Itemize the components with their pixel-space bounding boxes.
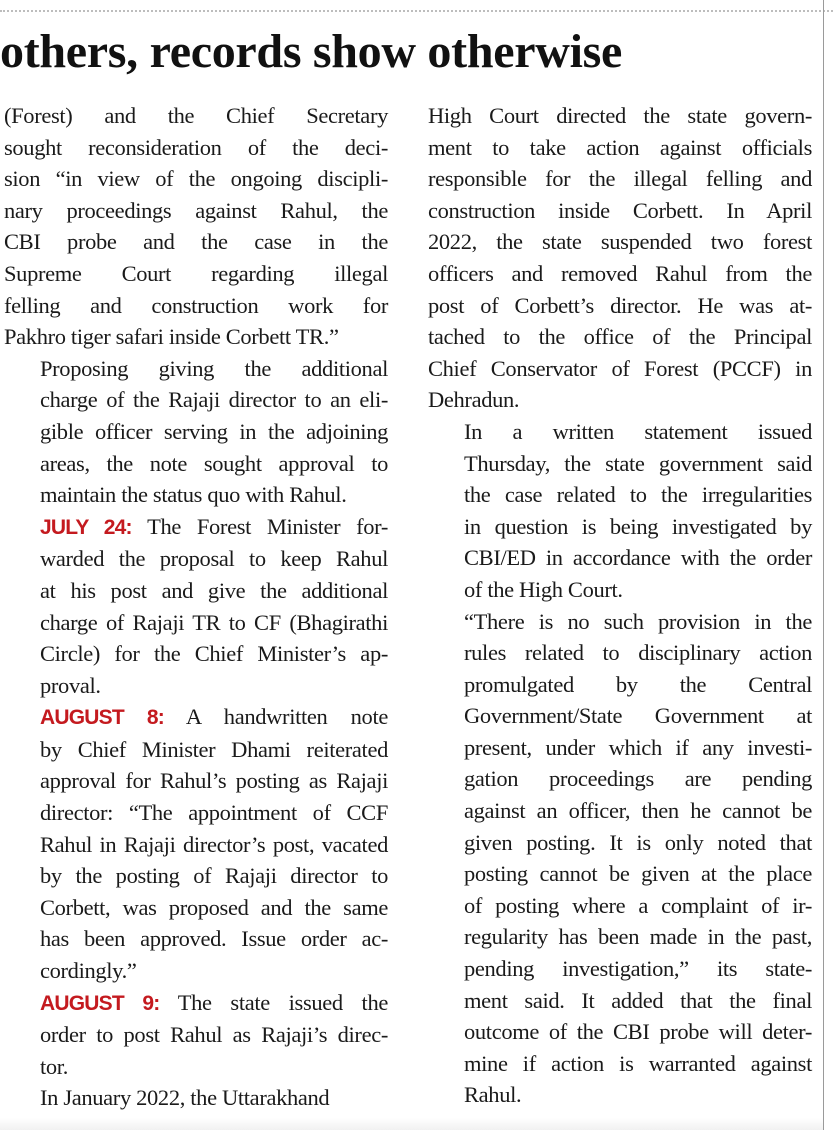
line-text: (Forest) and the Chief Secretary [4,103,388,128]
article-column-right [428,100,812,1111]
line-text: Supreme Court regarding illegal [4,260,388,286]
article-paragraph [4,1082,388,1114]
date-label: JULY 24: [40,515,132,539]
text-line [4,290,388,322]
text-line [4,607,388,639]
text-line [4,416,388,448]
article-paragraph [428,100,812,416]
article-paragraph [4,987,388,1083]
text-line [428,669,812,701]
date-label: AUGUST 8: [40,706,164,730]
line-text: in question is being investigated by [464,513,812,539]
text-line [4,511,388,544]
text-line [4,765,388,797]
line-text: the case related to the irregularities [464,482,812,508]
text-line [4,987,388,1020]
text-line [4,384,388,416]
line-text: Circle) for the Chief Minister’s ap- [40,641,388,667]
text-line [4,226,388,258]
article-paragraph [4,701,388,986]
text-line [4,797,388,829]
text-line [428,921,812,953]
line-text: The state issued the [159,989,388,1015]
text-line [428,290,812,322]
line-text: Proposing giving the additional [40,355,388,381]
headline: others, records show otherwise [0,25,623,78]
line-text: warded the proposal to keep Rahul [40,546,388,572]
text-line [4,100,388,132]
line-text: by the posting of Rajaji director to [40,863,388,889]
line-text: A handwritten note [163,704,388,730]
text-line [4,353,388,385]
line-text: The Forest Minister for- [131,513,388,539]
text-line [4,1019,388,1051]
text-line [428,827,812,859]
line-text: approval for Rahul’s posting as Rajaji [40,768,388,794]
line-text: posting cannot be given at the place [464,861,812,887]
article-paragraph [4,100,388,353]
line-text: sion “in view of the ongoing discipli- [4,166,388,192]
text-line [428,700,812,732]
text-line [428,163,812,195]
article-paragraph [4,353,388,511]
line-text: “There is no such provision in the [464,608,812,634]
line-text: 2022, the state suspended two forest [428,229,812,255]
line-text: cordingly.” [40,958,137,984]
text-line [428,321,812,353]
text-line [4,1082,388,1114]
line-text: Chief Conservator of Forest (PCCF) in [428,355,812,381]
line-text: Corbett, was proposed and the same [40,894,388,920]
line-text: of posting where a complaint of ir- [464,892,812,918]
text-line [428,416,812,448]
text-line [4,321,388,353]
line-text: areas, the note sought approval to [40,450,388,476]
text-line [428,258,812,290]
text-line [4,195,388,227]
text-line [4,1051,388,1083]
line-text: CBI/ED in accordance with the order [464,545,812,571]
text-line [4,132,388,164]
line-text: proval. [40,672,101,698]
line-text: construction inside Corbett. In April [428,197,812,223]
article-paragraph [4,511,388,702]
text-line [428,890,812,922]
text-line [4,923,388,955]
line-text: regularity has been made in the past, [464,924,812,950]
line-text: Government/State Government at [464,703,812,729]
text-line [4,258,388,290]
line-text: High Court directed the state govern- [428,103,812,128]
line-text: Dehradun. [428,387,520,413]
line-text: ment to take action against officials [428,134,812,160]
line-text: of the High Court. [464,576,623,602]
line-text: tor. [40,1053,68,1079]
line-text: order to post Rahul as Rajaji’s direc- [40,1022,388,1048]
line-text: In January 2022, the Uttarakhand [40,1085,330,1111]
line-text: nary proceedings against Rahul, the [4,197,388,223]
text-line [428,100,812,132]
text-line [4,575,388,607]
top-divider [0,0,833,12]
text-line [4,479,388,511]
line-text: responsible for the illegal felling and [428,166,812,192]
line-text: has been approved. Issue order ac- [40,926,388,952]
line-text: against an officer, then he cannot be [464,798,812,824]
line-text: Thursday, the state government said [464,450,812,476]
line-text: pending investigation,” its state- [464,956,812,982]
text-line [428,542,812,574]
text-line [4,829,388,861]
article-paragraph [428,606,812,1112]
text-line [4,701,388,734]
text-line [428,637,812,669]
text-line [428,479,812,511]
date-label: AUGUST 9: [40,991,160,1015]
line-text: outcome of the CBI probe will deter- [464,1019,812,1045]
line-text: charge of Rajaji TR to CF (Bhagirathi [40,609,388,635]
line-text: promulgated by the Central [464,671,812,697]
text-line [428,384,812,416]
text-line [428,1048,812,1080]
text-line [428,763,812,795]
text-line [4,955,388,987]
line-text: maintain the status quo with Rahul. [40,482,347,508]
text-line [4,670,388,702]
line-text: officers and removed Rahul from the [428,260,812,286]
line-text: director: “The appointment of CCF [40,800,388,826]
line-text: ment said. It added that the final [464,987,812,1013]
text-line [428,226,812,258]
line-text: gible officer serving in the adjoining [40,418,388,444]
text-line [4,892,388,924]
text-line [428,732,812,764]
text-line [428,574,812,606]
text-line [428,448,812,480]
line-text: CBI probe and the case in the [4,229,388,255]
text-line [428,1079,812,1111]
line-text: In a written statement issued [464,418,812,444]
text-line [428,795,812,827]
line-text: mine if action is warranted against [464,1050,812,1076]
column-rule [823,0,824,1130]
line-text: tached to the office of the Principal [428,324,812,350]
text-line [428,953,812,985]
line-text: by Chief Minister Dhami reiterated [40,736,388,762]
line-text: felling and construction work for [4,292,388,318]
text-line [4,734,388,766]
line-text: Rahul in Rajaji director’s post, vacated [40,831,388,857]
line-text: Rahul. [464,1082,522,1108]
text-line [4,860,388,892]
article-paragraph [428,416,812,606]
text-line [4,638,388,670]
text-line [428,511,812,543]
text-line [4,448,388,480]
text-line [428,985,812,1017]
line-text: given posting. It is only noted that [464,829,812,855]
text-line [428,353,812,385]
line-text: charge of the Rajaji director to an eli- [40,387,388,413]
line-text: present, under which if any investi- [464,734,812,760]
text-line [428,858,812,890]
line-text: rules related to disciplinary action [464,640,812,666]
text-line [428,195,812,227]
line-text: at his post and give the additional [40,577,388,603]
text-line [428,606,812,638]
text-line [4,163,388,195]
text-line [428,1016,812,1048]
line-text: gation proceedings are pending [464,766,812,792]
bottom-edge [0,1118,823,1130]
line-text: sought reconsideration of the deci- [4,134,388,160]
article-column-left [4,100,388,1114]
text-line [4,543,388,575]
line-text: post of Corbett’s director. He was at- [428,292,812,318]
line-text: Pakhro tiger safari inside Corbett TR.” [4,324,339,350]
text-line [428,132,812,164]
